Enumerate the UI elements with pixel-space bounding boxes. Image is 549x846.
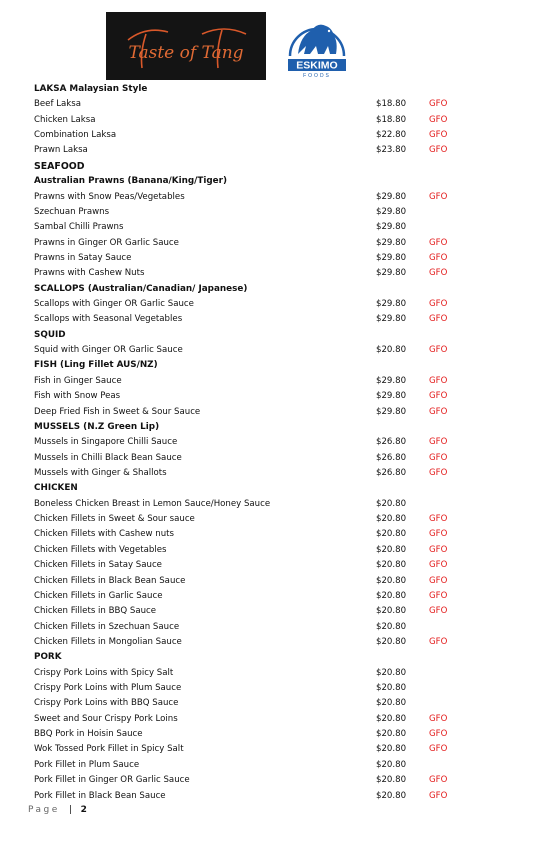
menu-item-name: Mussels in Chilli Black Bean Sauce	[34, 452, 182, 463]
menu-item-name: Fish in Ginger Sauce	[34, 375, 122, 386]
menu-item	[34, 696, 504, 711]
section-heading-text: FISH (Ling Fillet AUS/NZ)	[34, 360, 158, 371]
menu-item-name: Prawns with Cashew Nuts	[34, 268, 145, 279]
menu-item-price: $29.80	[376, 314, 407, 325]
menu-item	[34, 389, 504, 404]
section-heading	[34, 481, 504, 496]
gfo-badge: GFO	[429, 575, 448, 586]
gfo-badge: GFO	[429, 729, 448, 740]
menu-item-name: Crispy Pork Loins with Plum Sauce	[34, 683, 182, 694]
menu-item-price: $29.80	[376, 237, 407, 248]
menu-item-name: Chicken Fillets in Mongolian Sauce	[34, 636, 182, 647]
section-heading	[34, 282, 504, 297]
section-heading	[34, 82, 504, 97]
menu-item	[34, 143, 504, 158]
menu-item-price: $20.80	[376, 729, 407, 740]
menu-item-price: $20.80	[376, 744, 407, 755]
menu-item	[34, 543, 504, 558]
menu-item	[34, 297, 504, 312]
taste-of-tang-logo-art	[106, 12, 266, 80]
menu-item	[34, 435, 504, 450]
menu-item	[34, 758, 504, 773]
menu-item-name: Mussels in Singapore Chilli Sauce	[34, 437, 178, 448]
menu-item	[34, 712, 504, 727]
gfo-badge: GFO	[429, 268, 448, 279]
gfo-badge: GFO	[429, 406, 448, 417]
menu-item	[34, 773, 504, 788]
gfo-badge: GFO	[429, 375, 448, 386]
menu-item-name: Prawns in Ginger OR Garlic Sauce	[34, 237, 179, 248]
menu-item-name: Prawns with Snow Peas/Vegetables	[34, 191, 185, 202]
menu-item-name: Beef Laksa	[34, 99, 82, 110]
menu-item-price: $29.80	[376, 391, 407, 402]
menu-item	[34, 236, 504, 251]
menu-item-name: Prawn Laksa	[34, 145, 88, 156]
gfo-badge: GFO	[429, 452, 448, 463]
section-heading	[34, 174, 504, 189]
menu-item-price: $29.80	[376, 206, 407, 217]
menu-item	[34, 405, 504, 420]
gfo-badge: GFO	[429, 713, 448, 724]
section-heading	[34, 328, 504, 343]
menu-item	[34, 558, 504, 573]
menu-item-price: $18.80	[376, 114, 407, 125]
menu-item-price: $20.80	[376, 560, 407, 571]
menu-item	[34, 604, 504, 619]
menu-item-name: Pork Fillet in Plum Sauce	[34, 759, 140, 770]
gfo-badge: GFO	[429, 514, 448, 525]
page-separator: |	[69, 805, 73, 815]
menu-item	[34, 574, 504, 589]
page-footer	[28, 805, 87, 815]
section-heading-text: Australian Prawns (Banana/King/Tiger)	[34, 176, 228, 187]
menu-item	[34, 220, 504, 235]
menu-item-price: $20.80	[376, 544, 407, 555]
menu-item-name: Scallops with Ginger OR Garlic Sauce	[34, 299, 194, 310]
gfo-badge: GFO	[429, 145, 448, 156]
section-heading-text: LAKSA Malaysian Style	[34, 84, 148, 94]
menu-item	[34, 190, 504, 205]
menu-item-price: $29.80	[376, 375, 407, 386]
taste-of-tang-text: Taste of Tang	[128, 43, 244, 63]
menu-item-price: $18.80	[376, 99, 407, 110]
menu-item-name: BBQ Pork in Hoisin Sauce	[34, 729, 143, 740]
menu-item	[34, 251, 504, 266]
section-heading-text: SEAFOOD	[34, 160, 85, 172]
menu-item-price: $20.80	[376, 683, 407, 694]
menu-item	[34, 635, 504, 650]
menu-item-price: $20.80	[376, 514, 407, 525]
gfo-badge: GFO	[429, 467, 448, 478]
menu-item-price: $29.80	[376, 252, 407, 263]
menu-item	[34, 205, 504, 220]
gfo-badge: GFO	[429, 790, 448, 801]
eskimo-foods-logo	[284, 8, 350, 80]
gfo-badge: GFO	[429, 606, 448, 617]
menu-item	[34, 266, 504, 281]
menu-item	[34, 620, 504, 635]
menu-item	[34, 374, 504, 389]
menu-item	[34, 128, 504, 143]
gfo-badge: GFO	[429, 191, 448, 202]
menu-item	[34, 451, 504, 466]
gfo-badge: GFO	[429, 391, 448, 402]
menu-item-name: Pork Fillet in Ginger OR Garlic Sauce	[34, 775, 190, 786]
section-heading	[34, 420, 504, 435]
menu-item-price: $20.80	[376, 759, 407, 770]
gfo-badge: GFO	[429, 775, 448, 786]
menu-item-price: $26.80	[376, 437, 407, 448]
menu-item-name: Chicken Fillets with Cashew nuts	[34, 529, 174, 540]
eskimo-sub-text: FOODS	[303, 73, 331, 79]
gfo-badge: GFO	[429, 529, 448, 540]
section-heading-text: SCALLOPS (Australian/Canadian/ Japanese)	[34, 283, 248, 294]
menu-item-name: Chicken Fillets in Szechuan Sauce	[34, 621, 180, 632]
menu-item	[34, 589, 504, 604]
menu-item	[34, 113, 504, 128]
menu-item-price: $20.80	[376, 698, 407, 709]
menu-item-price: $20.80	[376, 345, 407, 356]
menu-item	[34, 666, 504, 681]
menu-item-name: Crispy Pork Loins with Spicy Salt	[34, 667, 174, 678]
menu-item-name: Boneless Chicken Breast in Lemon Sauce/Honey Sauce	[34, 498, 271, 509]
menu-item	[34, 497, 504, 512]
page-number: 2	[80, 805, 87, 815]
menu-item-name: Combination Laksa	[34, 130, 117, 141]
menu-item-price: $29.80	[376, 268, 407, 279]
menu-item-price: $22.80	[376, 130, 407, 141]
menu-item-price: $20.80	[376, 667, 407, 678]
menu-item-name: Fish with Snow Peas	[34, 391, 121, 402]
menu-item-name: Squid with Ginger OR Garlic Sauce	[34, 345, 183, 356]
page-label: Page	[28, 805, 60, 815]
menu-item-name: Crispy Pork Loins with BBQ Sauce	[34, 698, 179, 709]
section-heading-text: MUSSELS (N.Z Green Lip)	[34, 421, 160, 432]
menu-item-name: Chicken Fillets in Garlic Sauce	[34, 590, 163, 601]
menu-item-name: Chicken Fillets with Vegetables	[34, 544, 167, 555]
section-heading	[34, 159, 504, 174]
gfo-badge: GFO	[429, 114, 448, 125]
menu-item-name: Chicken Laksa	[34, 114, 96, 125]
polar-bear-icon	[284, 8, 350, 80]
menu-item-price: $23.80	[376, 145, 407, 156]
gfo-badge: GFO	[429, 437, 448, 448]
menu-item-name: Sweet and Sour Crispy Pork Loins	[34, 713, 178, 724]
section-heading-text: PORK	[34, 652, 62, 663]
gfo-badge: GFO	[429, 314, 448, 325]
menu-item-name: Sambal Chilli Prawns	[34, 222, 124, 233]
menu-item-price: $20.80	[376, 621, 407, 632]
menu-item-name: Chicken Fillets in Black Bean Sauce	[34, 575, 186, 586]
menu-item-price: $20.80	[376, 575, 407, 586]
menu-item	[34, 343, 504, 358]
gfo-badge: GFO	[429, 636, 448, 647]
gfo-badge: GFO	[429, 345, 448, 356]
section-heading-text: SQUID	[34, 329, 66, 340]
menu-item-price: $26.80	[376, 467, 407, 478]
menu-item	[34, 742, 504, 757]
menu-item-name: Szechuan Prawns	[34, 206, 110, 217]
menu-item-price: $29.80	[376, 299, 407, 310]
menu-item-name: Deep Fried Fish in Sweet & Sour Sauce	[34, 406, 201, 417]
menu-item-name: Pork Fillet in Black Bean Sauce	[34, 790, 166, 801]
section-heading	[34, 650, 504, 665]
menu-item-price: $26.80	[376, 452, 407, 463]
menu-item-price: $20.80	[376, 606, 407, 617]
menu-item	[34, 727, 504, 742]
menu-item-price: $20.80	[376, 498, 407, 509]
gfo-badge: GFO	[429, 590, 448, 601]
section-heading	[34, 358, 504, 373]
gfo-badge: GFO	[429, 560, 448, 571]
menu-item-price: $20.80	[376, 590, 407, 601]
menu-item-price: $29.80	[376, 222, 407, 233]
menu-item-name: Scallops with Seasonal Vegetables	[34, 314, 183, 325]
eskimo-brand-text: ESKIMO	[296, 59, 338, 72]
menu-item	[34, 527, 504, 542]
menu-item	[34, 466, 504, 481]
menu-item-name: Wok Tossed Pork Fillet in Spicy Salt	[34, 744, 184, 755]
gfo-badge: GFO	[429, 299, 448, 310]
menu-item-name: Chicken Fillets in Satay Sauce	[34, 560, 162, 571]
menu-item	[34, 97, 504, 112]
gfo-badge: GFO	[429, 544, 448, 555]
menu-item-name: Chicken Fillets in Sweet & Sour sauce	[34, 514, 195, 525]
menu-item	[34, 681, 504, 696]
taste-of-tang-logo	[106, 12, 266, 80]
gfo-badge: GFO	[429, 744, 448, 755]
menu-item	[34, 312, 504, 327]
menu-item-name: Mussels with Ginger & Shallots	[34, 467, 167, 478]
menu-item-name: Prawns in Satay Sauce	[34, 252, 132, 263]
menu-item-price: $20.80	[376, 775, 407, 786]
menu-item-price: $20.80	[376, 713, 407, 724]
gfo-badge: GFO	[429, 99, 448, 110]
menu-item-name: Chicken Fillets in BBQ Sauce	[34, 606, 157, 617]
section-heading-text: CHICKEN	[34, 483, 78, 494]
menu-item	[34, 512, 504, 527]
menu-item	[34, 789, 504, 804]
menu-item-price: $20.80	[376, 636, 407, 647]
gfo-badge: GFO	[429, 252, 448, 263]
menu-item-price: $29.80	[376, 406, 407, 417]
gfo-badge: GFO	[429, 237, 448, 248]
menu-list	[34, 82, 504, 804]
menu-item-price: $20.80	[376, 529, 407, 540]
gfo-badge: GFO	[429, 130, 448, 141]
menu-item-price: $20.80	[376, 790, 407, 801]
menu-item-price: $29.80	[376, 191, 407, 202]
